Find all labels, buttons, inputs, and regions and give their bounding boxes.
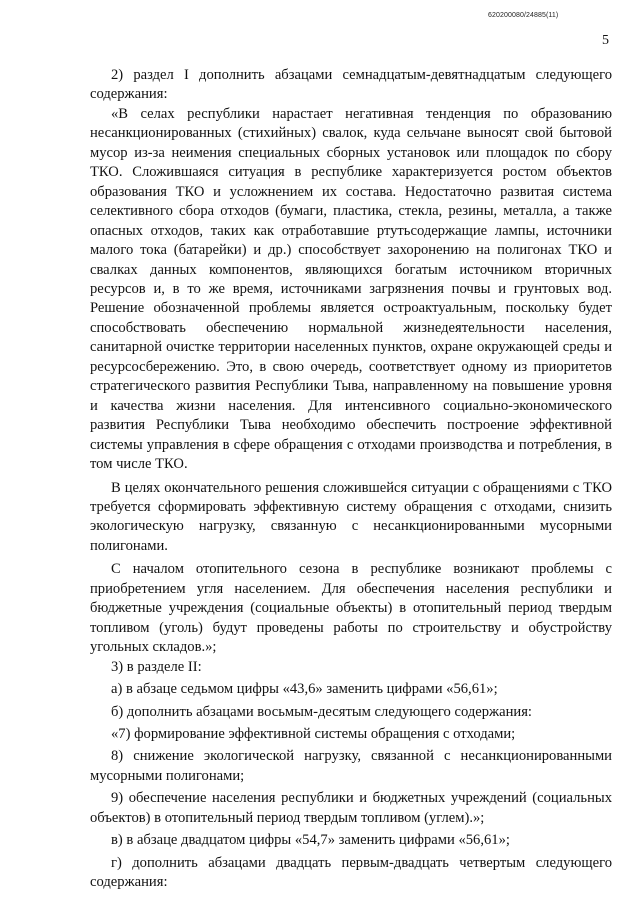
paragraph-goal-7: «7) формирование эффективной системы обращения с отходами; <box>111 725 516 742</box>
paragraph-waste-situation: «В селах республики нарастает негативная тенденция по образованию несанкционированных (стихийных) свалок, куда сельчане выносят свой бытовой мусор из-за неимения специальных сборных установок или площадок по сбору ТКО. Сложившаяся ситуация в республике характеризуется ростом объектов образования ТКО и усложнением их состава. Недостаточно развитая система селективного сбора отходов (бумаги, пластика, стекла, резины, металла, а также опасных отходов, таких как отработавшие ртутьсодержащие лампы, источники малого тока (батарейки) и др.) способствует захоронению на полигонах ТКО и свалках данных компонентов, являющихся богатым источником вторичных ресурсов и, в то же время, источниками загрязнения почвы и грунтовых вод. Решение обозначенной проблемы является остроактуальным, поскольку будет способствовать обеспечению нормальной жизнедеятельности населения, санитарной очистке территории населенных пунктов, охране окружающей среды и ресурсосбережению. Это, в свою очередь, соответствует одному из приоритетов стратегического развития Республики Тыва, направленному на повышение уровня и качества жизни населения. Для интенсивного социально-экономического развития Республики Тыва необходимо обеспечить построение эффективной системы управления в сфере обращения с отходами производства и потребления, в том числе ТКО. <box>90 105 612 473</box>
paragraph-heating-season: С началом отопительного сезона в республике возникают проблемы с приобретением угля населением. Для обеспечения населения республики и бюджетные учреждения (социальные объекты) в отопительный период твердым топливом (уголь) будут проведены работы по строительству и обустройству угольных складов.»; <box>90 561 612 656</box>
paragraph-section-1-amendment: 2) раздел I дополнить абзацами семнадцатым-девятнадцатым следующего содержания: <box>90 67 612 103</box>
paragraph-goal-9: 9) обеспечение населения республики и бюджетных учреждений (социальных объектов) в отопительный период твердым топливом (углем).»; <box>90 790 612 826</box>
paragraph-item-b: б) дополнить абзацами восьмым-десятым следующего содержания: <box>111 703 532 720</box>
document-body <box>90 66 612 893</box>
paragraph-final-solution: В целях окончательного решения сложившейся ситуации с обращениями с ТКО требуется сформировать эффективную систему обращения с отходами, снизить экологическую нагрузку, связанную с несанкционированными мусорными полигонами. <box>90 479 612 554</box>
paragraph-item-v: в) в абзаце двадцатом цифры «54,7» заменить цифрами «56,61»; <box>111 832 510 849</box>
page-number: 5 <box>602 33 609 48</box>
paragraph-item-a: а) в абзаце седьмом цифры «43,6» заменить цифрами «56,61»; <box>111 681 498 698</box>
paragraph-section-2: 3) в разделе II: <box>111 658 202 675</box>
document-registration-code: 620200080/24885(11) <box>488 12 559 19</box>
paragraph-goal-8: 8) снижение экологической нагрузку, связанной с несанкционированными мусорными полигонами; <box>90 748 612 784</box>
paragraph-item-g: г) дополнить абзацами двадцать первым-двадцать четвертым следующего содержания: <box>90 854 612 891</box>
